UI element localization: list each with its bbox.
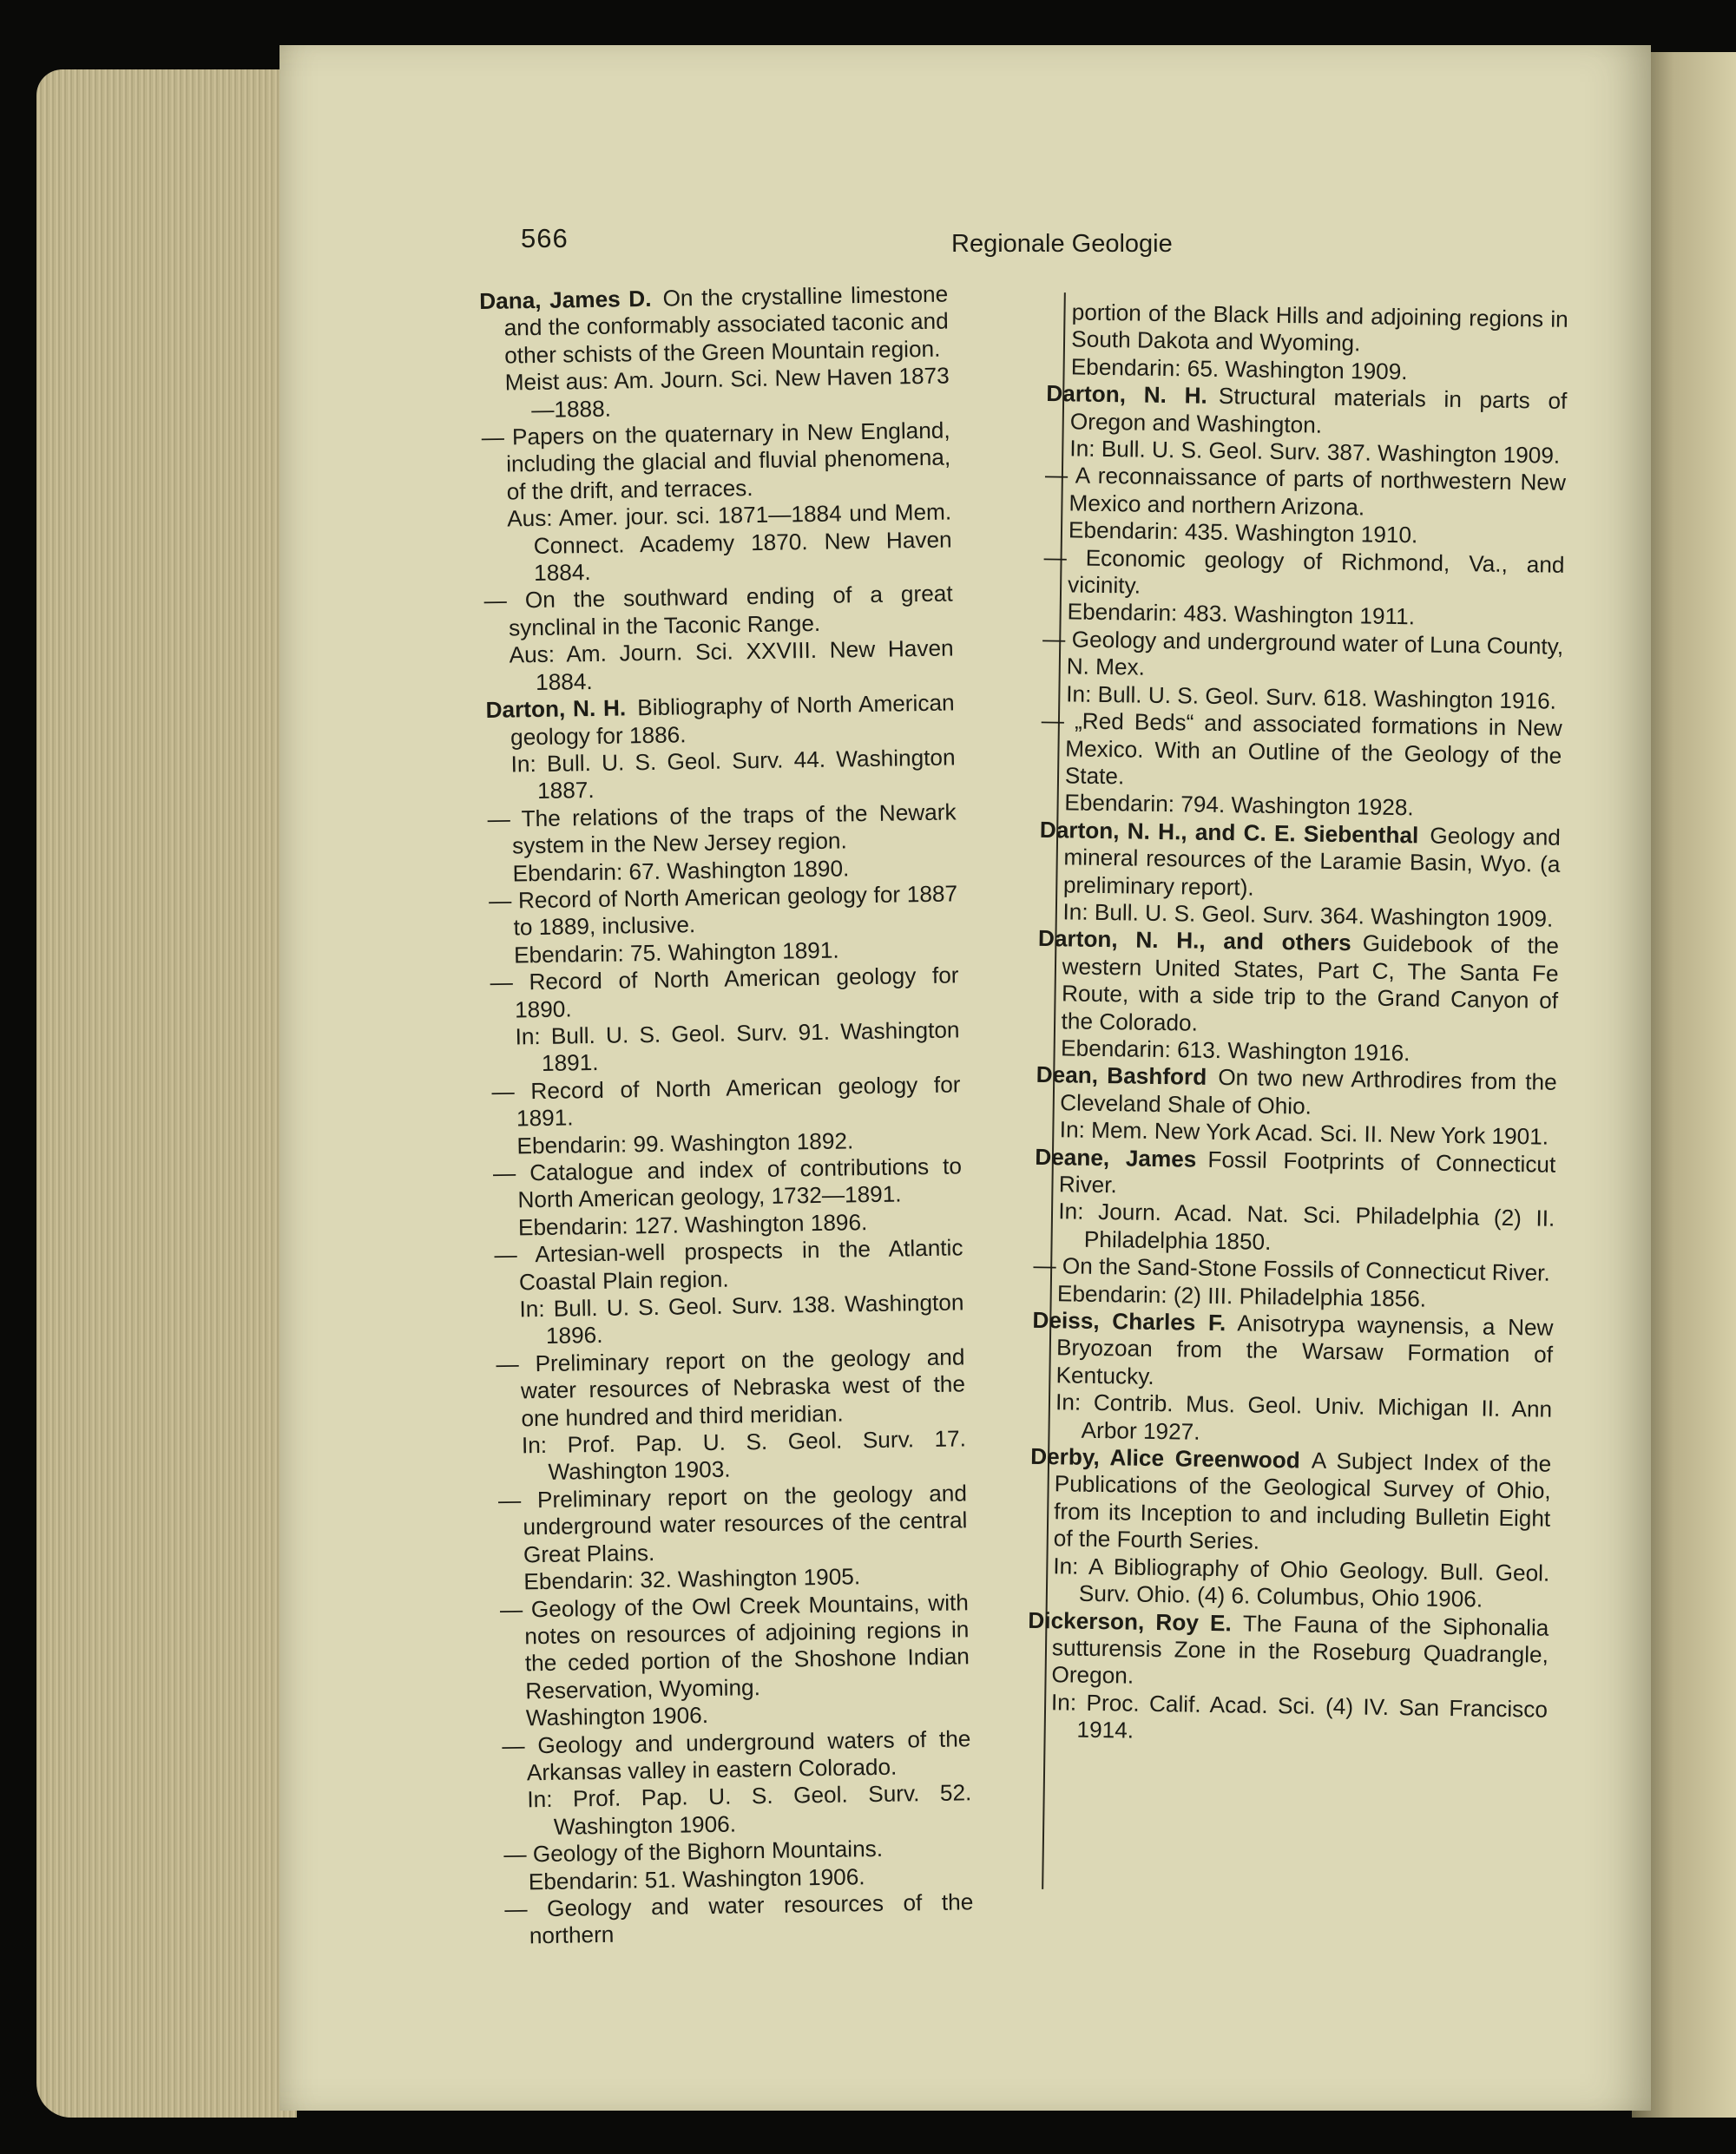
entry-author: Dickerson, Roy E. bbox=[1028, 1606, 1233, 1636]
sub-entry: — Geology and underground waters of the Arkansas valley in eastern Colorado. bbox=[502, 1724, 971, 1786]
entry-author: Deane, James bbox=[1035, 1143, 1197, 1172]
entry-source: Aus: Am. Journ. Sci. XXVIII. New Haven 1884. bbox=[509, 634, 954, 695]
entry-source: Ebendarin: 435. Washington 1910. bbox=[1068, 516, 1418, 548]
entry-title: Guidebook of the western United States, Part C, The Santa Fe Route, with a side trip to the Grand Canyon of the Colorado. bbox=[1061, 929, 1560, 1036]
entry-source: Aus: Amer. jour. sci. 1871—1884 und Mem. Connect. Academy 1870. New Haven 1884. bbox=[506, 498, 952, 587]
entry-author: Derby, Alice Greenwood bbox=[1029, 1442, 1300, 1474]
entry-source: Ebendarin: 75. Wahington 1891. bbox=[513, 936, 839, 969]
entry-author: Dean, Bashford bbox=[1036, 1061, 1207, 1091]
left-column bbox=[479, 281, 974, 1951]
entry-author: Darton, N. H., and C. E. Siebenthal bbox=[1039, 816, 1419, 849]
book-page-edges bbox=[36, 69, 297, 2118]
sub-entry: — On the southward ending of a great synclinal in the Taconic Range. bbox=[483, 580, 953, 641]
entry-source: In: Prof. Pap. U. S. Geol. Surv. 52. Washington 1906. bbox=[527, 1779, 972, 1840]
bibliography-entry bbox=[1027, 1606, 1549, 1696]
entry-source: In: Mem. New York Acad. Sci. II. New York 1901. bbox=[1059, 1116, 1549, 1150]
page-header bbox=[279, 223, 1651, 266]
entry-title: The Fauna of the Siphonalia sutturensis Zone in the Roseburg Quadrangle, Oregon. bbox=[1051, 1610, 1549, 1689]
bibliography-entry bbox=[1031, 1307, 1553, 1396]
sub-entry: — Economic geology of Richmond, Va., and vicinity. bbox=[1043, 543, 1565, 599]
bibliography-entry bbox=[1046, 380, 1568, 443]
entry-title: Anisotrypa waynensis, a New Bryozoan from the Warsaw Formation of Kentucky. bbox=[1055, 1310, 1554, 1389]
entry-author: Darton, N. H., and others bbox=[1037, 925, 1351, 956]
entry-source: In: Bull. U. S. Geol. Surv. 364. Washington 1909. bbox=[1062, 898, 1554, 932]
running-title: Regionale Geologie bbox=[951, 230, 1173, 258]
bibliography-entry bbox=[1036, 1061, 1557, 1124]
entry-source: In: Contrib. Mus. Geol. Univ. Michigan II. Ann Arbor 1927. bbox=[1055, 1389, 1553, 1445]
sub-entry: — Geology and underground water of Luna County, N. Mex. bbox=[1042, 625, 1564, 680]
sub-entry: — Geology of the Bighorn Mountains. bbox=[503, 1835, 884, 1868]
bibliography-entry bbox=[1039, 817, 1561, 906]
entry-author: Deiss, Charles F. bbox=[1032, 1306, 1226, 1336]
sub-entry: — Record of North American geology for 1890. bbox=[490, 962, 959, 1023]
entry-source: In: Bull. U. S. Geol. Surv. 138. Washington 1896. bbox=[519, 1289, 964, 1350]
entry-source: Ebendarin: 67. Washington 1890. bbox=[512, 854, 850, 887]
bibliography-entry bbox=[1035, 1143, 1556, 1205]
entry-source: In: A Bibliography of Ohio Geology. Bull. Geol. Surv. Ohio. (4) 6. Columbus, Ohio 1906. bbox=[1053, 1552, 1550, 1612]
entry-source: In: Bull. U. S. Geol. Surv. 44. Washington 1887. bbox=[510, 744, 956, 804]
right-column bbox=[1026, 299, 1568, 1750]
entry-author: Dana, James D. bbox=[479, 285, 652, 314]
sub-entry: — Preliminary report on the geology and underground water resources of the central Great Plains. bbox=[497, 1480, 968, 1568]
page-number: 566 bbox=[521, 223, 569, 253]
entry-source: Ebendarin: 99. Washington 1892. bbox=[516, 1126, 854, 1159]
entry-source: Washington 1906. bbox=[525, 1702, 709, 1731]
sub-entry: — Geology of the Owl Creek Mountains, with notes on resources of adjoining regions in the ceded portion of the Shoshone Indian Reservation, Wyoming. bbox=[499, 1588, 970, 1704]
entry-title: Geology and mineral resources of the Laramie Basin, Wyo. (a preliminary report). bbox=[1062, 822, 1562, 901]
entry-source: In: Bull. U. S. Geol. Surv. 387. Washington 1909. bbox=[1069, 435, 1561, 469]
entry-source: Ebendarin: 613. Washington 1916. bbox=[1060, 1034, 1410, 1067]
entry-source: Ebendarin: 483. Washington 1911. bbox=[1067, 598, 1416, 630]
entry-source: Ebendarin: 65. Washington 1909. bbox=[1070, 353, 1408, 384]
bibliography-entry bbox=[1036, 925, 1559, 1042]
entry-title: Bibliography of North American geology for 1886. bbox=[510, 689, 955, 750]
sub-entry: — „Red Beds“ and associated formations in New Mexico. With an Outline of the Geology of the State. bbox=[1041, 707, 1562, 790]
sub-entry: — Record of North American geology for 1891. bbox=[491, 1071, 961, 1132]
sub-entry: — Catalogue and index of contributions to North American geology, 1732—1891. bbox=[492, 1153, 963, 1213]
entry-source: Ebendarin: (2) III. Philadelphia 1856. bbox=[1056, 1279, 1427, 1312]
entry-source: Meist aus: Am. Journ. Sci. New Haven 1873—1888. bbox=[504, 362, 950, 423]
bibliography-entry bbox=[479, 281, 949, 371]
entry-author: Darton, N. H. bbox=[1046, 380, 1207, 409]
bibliography-entry bbox=[1029, 1443, 1552, 1560]
entry-source: Ebendarin: 51. Washington 1906. bbox=[528, 1862, 865, 1895]
entry-title: Fossil Footprints of Connecticut River. bbox=[1058, 1146, 1556, 1198]
sub-entry: — Papers on the quaternary in New England, including the glacial and fluvial phenomena, of the drift, and terraces. bbox=[481, 417, 951, 505]
entry-source: Ebendarin: 32. Washington 1905. bbox=[523, 1563, 861, 1595]
bibliography-entry bbox=[485, 690, 955, 752]
sub-entry: — Record of North American geology for 1887 to 1889, inclusive. bbox=[488, 880, 958, 941]
entry-source: In: Bull. U. S. Geol. Surv. 618. Washington 1916. bbox=[1066, 680, 1557, 714]
sub-entry: — Geology and water resources of the northern bbox=[504, 1888, 974, 1949]
entry-title: On two new Arthrodires from the Cleveland Shale of Ohio. bbox=[1060, 1064, 1557, 1120]
entry-source: In: Bull. U. S. Geol. Surv. 91. Washington 1891. bbox=[515, 1016, 960, 1077]
sub-entry: — Artesian-well prospects in the Atlantic Coastal Plain region. bbox=[494, 1234, 963, 1296]
entry-source: In: Prof. Pap. U. S. Geol. Surv. 17. Washington 1903. bbox=[521, 1425, 967, 1486]
entry-title: Structural materials in parts of Oregon and Washington. bbox=[1069, 383, 1568, 438]
book-page bbox=[279, 45, 1651, 2111]
entry-author: Darton, N. H. bbox=[485, 694, 627, 724]
entry-source: In: Proc. Calif. Acad. Sci. (4) IV. San Francisco 1914. bbox=[1050, 1688, 1549, 1744]
entry-source: Ebendarin: 794. Washington 1928. bbox=[1064, 789, 1414, 821]
entry-title: On the crystalline limestone and the conformably associated taconic and other schists of the Green Mountain region. bbox=[503, 280, 949, 369]
sub-entry: — A reconnaissance of parts of northwestern New Mexico and northern Arizona. bbox=[1044, 462, 1567, 521]
sub-entry: — On the Sand-Stone Fossils of Connecticut River. bbox=[1033, 1252, 1550, 1286]
sub-entry: — The relations of the traps of the Newark system in the New Jersey region. bbox=[487, 798, 957, 859]
entry-title: A Subject Index of the Publications of the Geological Survey of Ohio, from its Inception to and including Bulletin Eight of the Fourth Series. bbox=[1053, 1447, 1552, 1555]
entry-source: Ebendarin: 127. Washington 1896. bbox=[517, 1208, 868, 1241]
entry-source: In: Journ. Acad. Nat. Sci. Philadelphia (2) II. Philadelphia 1850. bbox=[1058, 1198, 1555, 1255]
continued-entry: portion of the Black Hills and adjoining regions in South Dakota and Wyoming. bbox=[1071, 299, 1568, 357]
sub-entry: — Preliminary report on the geology and water resources of Nebraska west of the one hundred and third meridian. bbox=[496, 1343, 966, 1432]
